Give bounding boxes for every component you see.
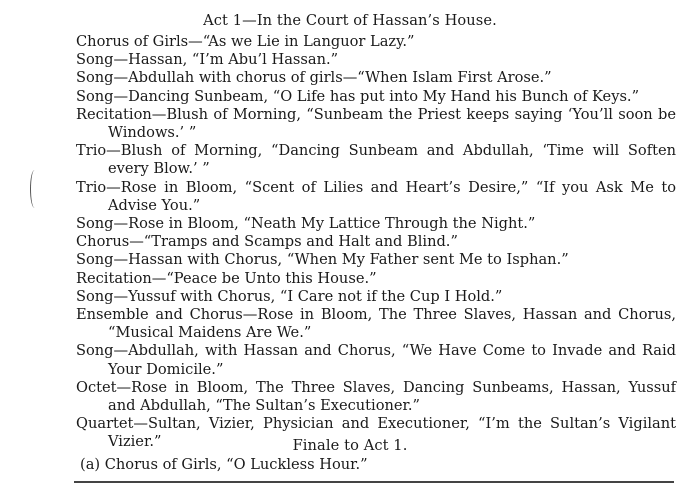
list-item — [76, 33, 676, 51]
list-item — [76, 215, 676, 233]
list-item — [76, 179, 676, 215]
entry-text: Chorus—“Tramps and Scamps and Halt and Blind.” — [76, 233, 458, 251]
margin-bracket-mark — [30, 170, 39, 208]
bottom-rule — [74, 481, 674, 483]
finale-item: (a) Chorus of Girls, “O Luckless Hour.” — [80, 456, 368, 473]
finale-heading: Finale to Act 1. — [292, 437, 408, 454]
list-item — [76, 251, 676, 269]
list-item — [76, 270, 676, 288]
list-item — [76, 233, 676, 251]
entry-text: Song—Yussuf with Chorus, “I Care not if the Cup I Hold.” — [76, 287, 503, 305]
entry-text: Song—Abdullah, with Hassan and Chorus, “We Have Come to Invade and Raid Your Domicile.” — [76, 342, 676, 378]
list-item — [76, 379, 676, 415]
entry-text: Song—Abdullah with chorus of girls—“When Islam First Arose.” — [76, 69, 552, 87]
entry-text: Quartet—Sultan, Vizier, Physician and Executioner, “I’m the Sultan’s Vigilant Vizier.” — [76, 415, 676, 451]
list-item — [76, 142, 676, 178]
entry-text: Chorus of Girls—“As we Lie in Languor Lazy.” — [76, 33, 415, 50]
entry-text: Ensemble and Chorus—Rose in Bloom, The Three Slaves, Hassan and Chorus, “Musical Maidens Are We.” — [76, 306, 676, 342]
entry-text: Trio—Rose in Bloom, “Scent of Lilies and Heart’s Desire,” “If you Ask Me to Advise You.” — [76, 178, 676, 214]
list-item — [76, 342, 676, 378]
entry-text: Song—Rose in Bloom, “Neath My Lattice Through the Night.” — [76, 215, 536, 233]
entry-text: Song—Hassan with Chorus, “When My Father sent Me to Isphan.” — [76, 251, 569, 269]
list-item — [76, 288, 676, 306]
entry-text: Trio—Blush of Morning, “Dancing Sunbeam and Abdullah, ‘Time will Soften every Blow.’ ” — [76, 142, 676, 178]
list-item — [76, 51, 676, 69]
list-item — [76, 69, 676, 87]
entry-text: Recitation—“Peace be Unto this House.” — [76, 269, 377, 287]
entry-text: Song—Dancing Sunbeam, “O Life has put into My Hand his Bunch of Keys.” — [76, 87, 640, 105]
entry-text: Song—Hassan, “I’m Abu’l Hassan.” — [76, 51, 339, 69]
entry-text: Octet—Rose in Bloom, The Three Slaves, Dancing Sunbeams, Hassan, Yussuf and Abdullah, “The Sultan’s Executioner.” — [76, 378, 676, 415]
list-item — [76, 306, 676, 342]
musical-numbers-list — [76, 33, 676, 452]
list-item — [76, 106, 676, 142]
act-heading: Act 1—In the Court of Hassan’s House. — [203, 12, 497, 29]
entry-text: Recitation—Blush of Morning, “Sunbeam the Priest keeps saying ‘You’ll soon be Windows.’ ” — [76, 105, 676, 142]
list-item — [76, 88, 676, 106]
